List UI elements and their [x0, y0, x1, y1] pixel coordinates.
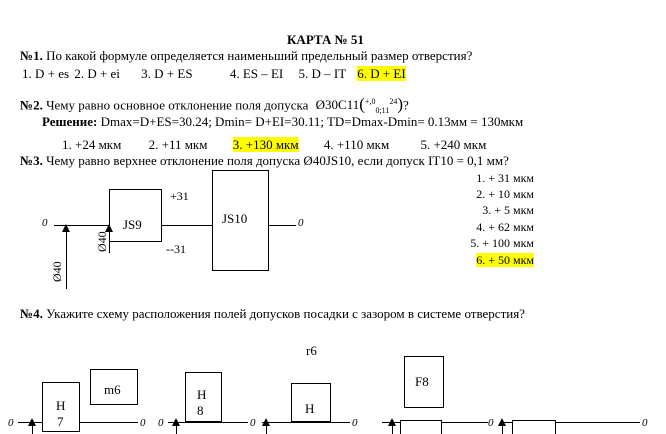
q4-arrowhead-5 — [498, 418, 506, 426]
q3-zero-line-right — [268, 225, 296, 226]
q3-box-js9 — [109, 189, 162, 242]
q4-zero-line-2 — [168, 422, 248, 423]
q3-option-2[interactable]: 2. + 10 мкм — [476, 187, 534, 201]
q4-number: №4. — [20, 306, 43, 321]
q3-dim-label-inner: Ø40 — [95, 231, 109, 252]
q4-zero-line-3 — [262, 422, 350, 423]
q3-dim-arrow-outer — [66, 229, 67, 289]
q1-line — [20, 48, 472, 63]
q1-text: По какой формуле определяется наименьший предельный размер отверстия? — [46, 48, 473, 63]
q1-option-4[interactable]: 4. ES – EI — [229, 66, 284, 81]
q4-zero-1: 0 — [8, 417, 14, 429]
q4-zero-7: 0 — [642, 417, 648, 429]
q3-dim-arrowhead-outer — [62, 224, 70, 232]
q3-option-6[interactable]: 6. + 50 мкм — [476, 253, 534, 267]
q3-option-1[interactable]: 1. + 31 мкм — [476, 171, 534, 185]
q1-option-3[interactable]: 3. D + ES — [141, 66, 193, 81]
q3-zero-label-left: 0 — [42, 217, 48, 229]
q4-zero-4: 0 — [250, 417, 256, 429]
q4-text: Укажите схему расположения полей допусков посадки с зазором в системе отверстия? — [46, 306, 525, 321]
q2-option-3[interactable]: 3. +130 мкм — [232, 137, 299, 152]
q3-upper-dev: +31 — [170, 189, 189, 203]
q3-box-js10 — [212, 170, 269, 271]
q4-box-h7-label: H — [56, 398, 66, 413]
q4-box-h7-sub: 7 — [57, 414, 64, 429]
q4-box-m6 — [90, 369, 138, 405]
q3-box-js10-label: JS10 — [222, 211, 248, 226]
q1-option-2[interactable]: 2. D + ei — [74, 66, 120, 81]
q2-size: Ø30С11 — [315, 97, 360, 113]
q2-options — [62, 137, 486, 152]
q4-box-h8-label-1: H — [197, 387, 207, 402]
q3-zero-label-right: 0 — [298, 217, 304, 229]
q4-box-h-3 — [291, 383, 331, 422]
q4-box-f8 — [404, 356, 444, 408]
q4-zero-5: 0 — [352, 417, 358, 429]
q4-arrowhead-3 — [262, 418, 270, 426]
q1-option-5[interactable]: 5. D – IT — [298, 66, 346, 81]
q2-option-4[interactable]: 4. +110 мкм — [323, 137, 390, 152]
q4-zero-2: 0 — [140, 417, 146, 429]
q4-box-h-3-label: H — [305, 401, 315, 416]
q2-paren: ( — [359, 94, 365, 114]
q4-arrowhead-2 — [172, 418, 180, 426]
q4-box-m6-label: m6 — [104, 382, 121, 397]
q4-box-h7 — [42, 382, 80, 432]
q2-option-2[interactable]: 2. +11 мкм — [148, 137, 208, 152]
q2-text: Чему равно основное отклонение поля допуска — [46, 97, 309, 113]
q1-option-1[interactable]: 1. D + es — [22, 66, 70, 81]
q3-box-js9-label: JS9 — [123, 217, 142, 232]
page-title: КАРТА № 51 — [287, 32, 364, 47]
q4-zero-3: 0 — [158, 417, 164, 429]
q4-label-r6: r6 — [306, 343, 317, 358]
q3-option-3[interactable]: 3. + 5 мкм — [482, 203, 534, 217]
q3-line — [20, 153, 509, 168]
q3-lower-dev: --31 — [166, 242, 186, 256]
q3-dim-label-outer: Ø40 — [50, 261, 64, 282]
q2-solution — [42, 114, 523, 129]
q2-solution-label: Решение: — [42, 114, 98, 129]
q4-box-h8-label-2: 8 — [197, 403, 204, 418]
q2-option-1[interactable]: 1. +24 мкм — [62, 137, 122, 152]
q2-line: №2. Чему равно основное отклонение поля допуска Ø30С11($^{+,0}_{0;11}^{24}$)? — [20, 94, 409, 115]
q4-arrowhead-1 — [28, 418, 36, 426]
q4-box-h8 — [185, 372, 222, 422]
q2-option-5[interactable]: 5. +240 мкм — [420, 137, 487, 152]
q4-box-f8-label: F8 — [415, 374, 429, 389]
q1-option-6[interactable]: 6. D + EI — [357, 66, 406, 81]
q4-arrowhead-4 — [388, 418, 396, 426]
q4-zero-6: 0 — [488, 417, 494, 429]
q1-options — [22, 66, 406, 81]
q3-number: №3. — [20, 153, 43, 168]
q1-number: №1. — [20, 48, 43, 63]
q3-option-5[interactable]: 5. + 100 мкм — [470, 236, 534, 250]
q3-connector-line — [162, 225, 212, 226]
q2-solution-text: Dmax=D+ES=30.24; Dmin= D+EI=30.11; TD=Dmax-Dmin= 0.13мм = 130мкм — [100, 114, 524, 129]
q3-text: Чему равно верхнее отклонение поля допуска Ø40JS10, если допуск IT10 = 0,1 мм? — [46, 153, 509, 168]
q3-option-4[interactable]: 4. + 62 мкм — [476, 220, 534, 234]
q4-line — [20, 306, 525, 321]
q2-number: №2. — [20, 97, 43, 113]
